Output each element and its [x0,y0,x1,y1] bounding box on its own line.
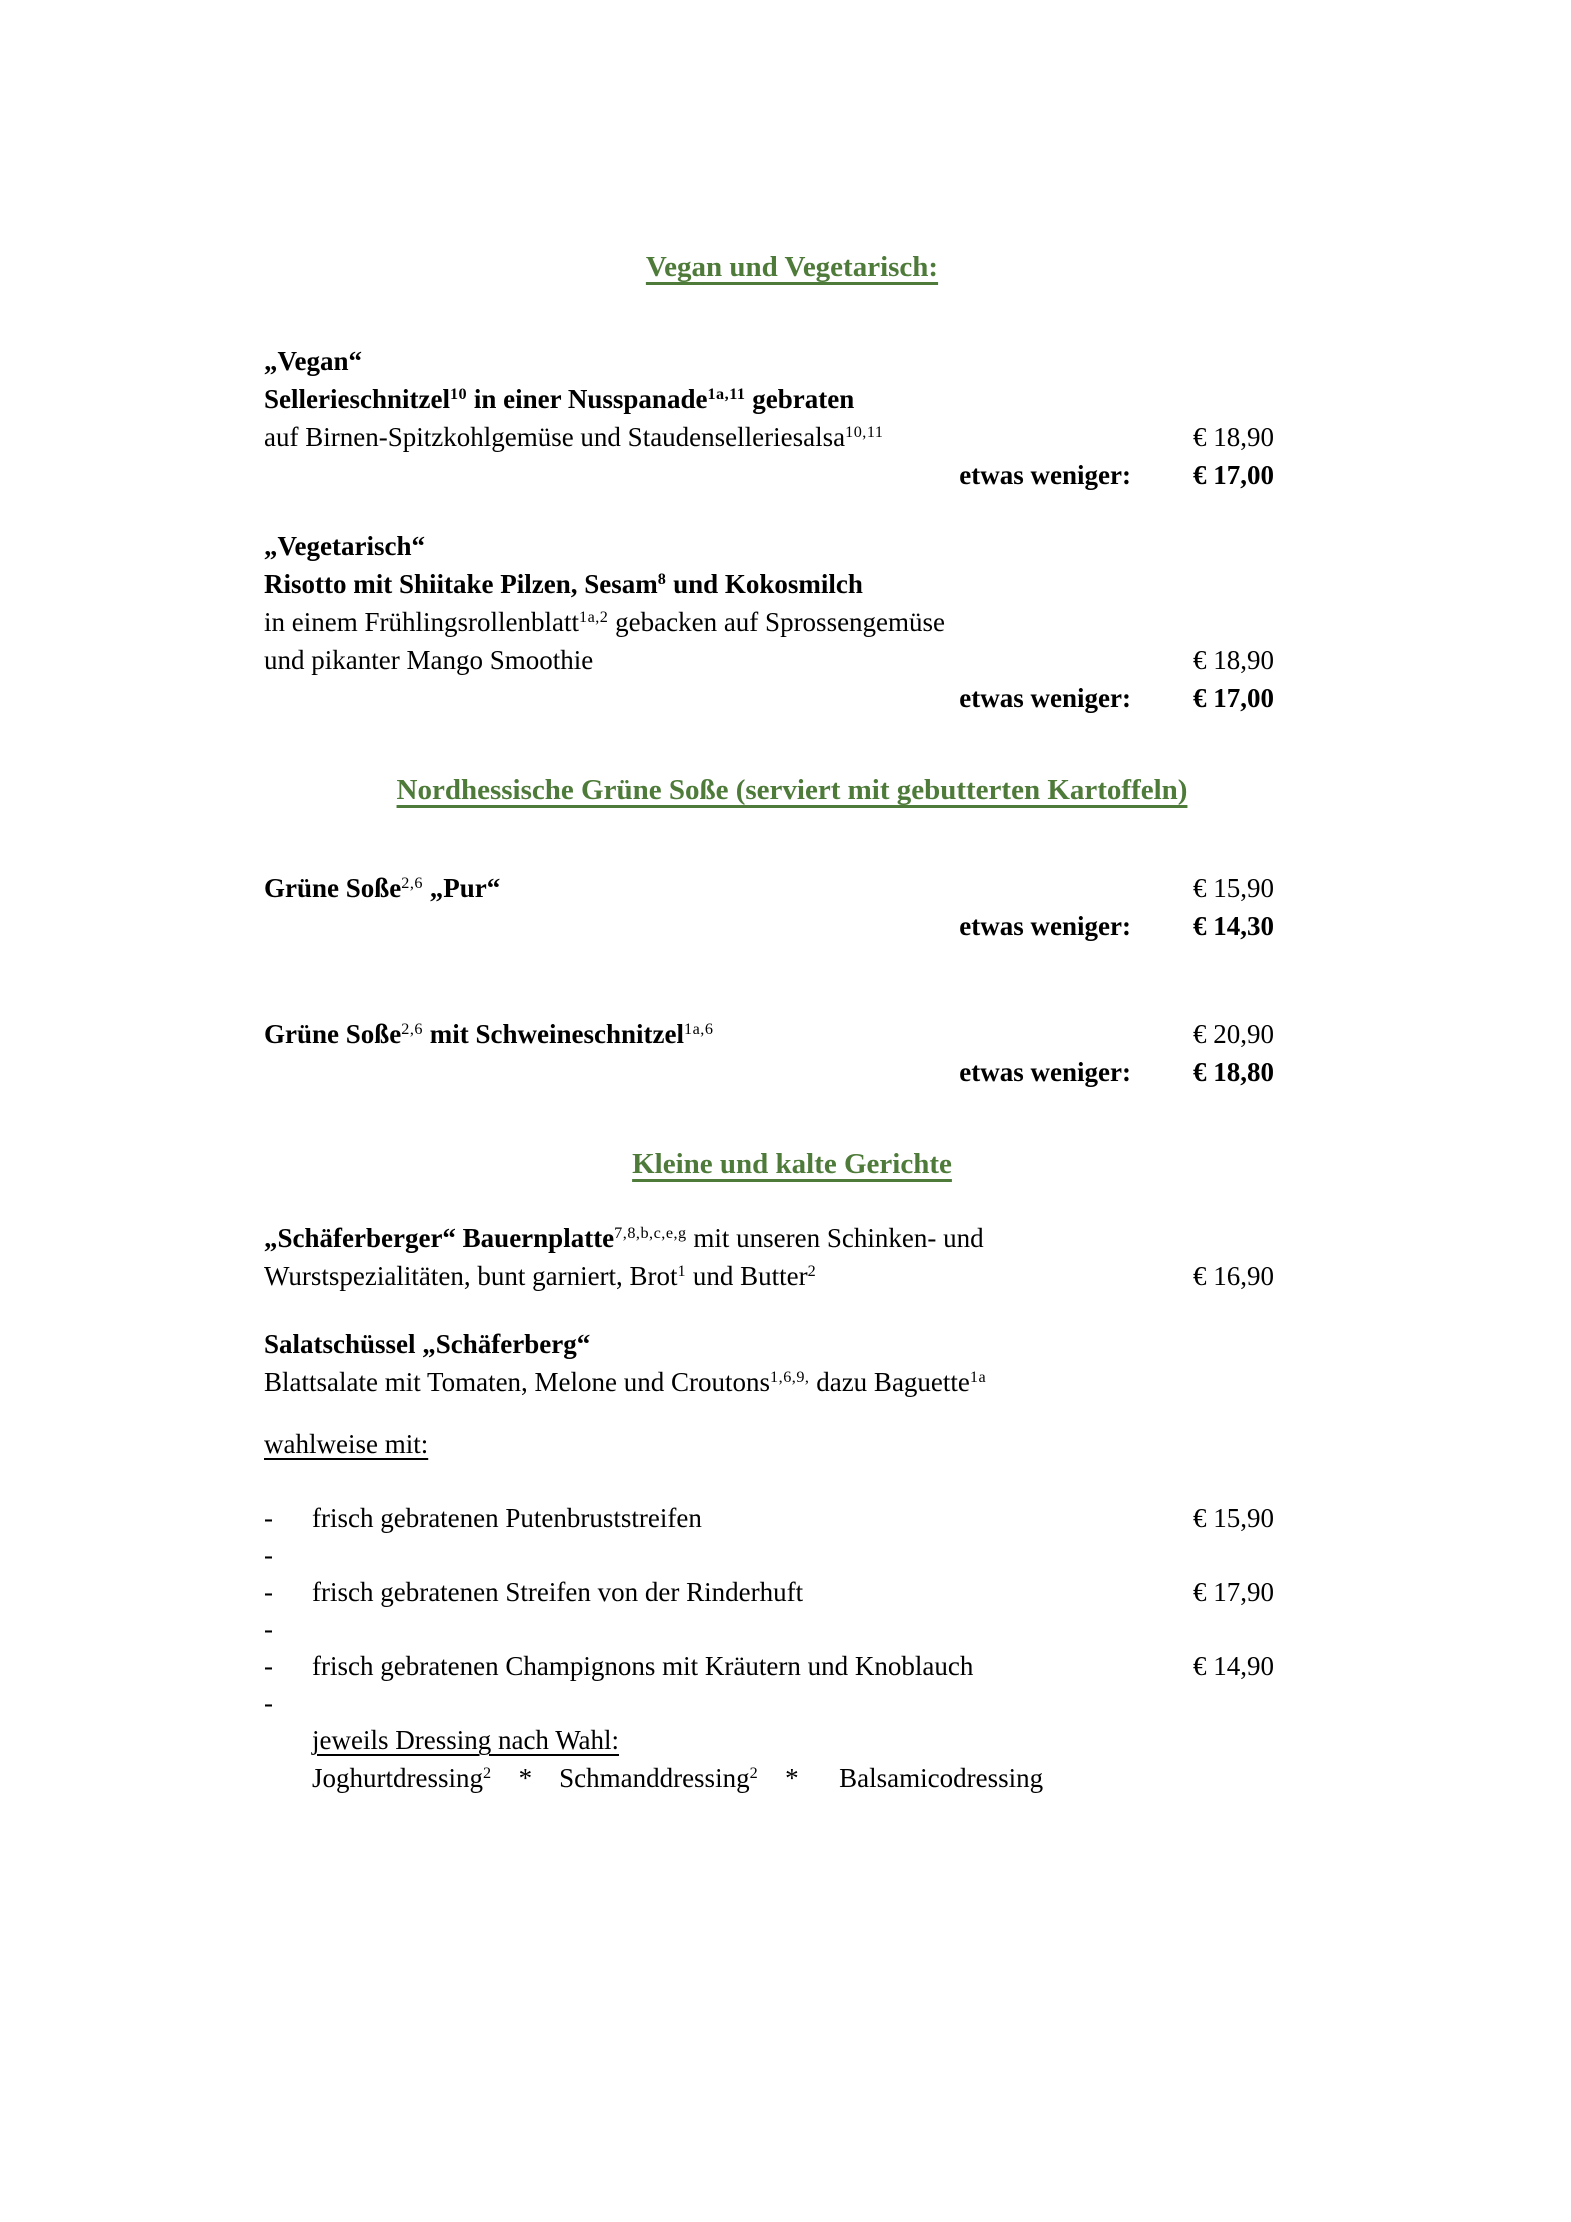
dish-description-line: Sellerieschnitzel$^{10}$ in einer Nusspanade$^{1a,11}$ gebraten [264,384,855,414]
price: € 20,90 [1193,1019,1274,1049]
option-price: € 15,90 [1193,1503,1274,1533]
reduced-portion-label: etwas weniger: [959,911,1131,941]
reduced-price: € 17,00 [1193,683,1274,713]
option-dash: - [264,1651,273,1681]
dish-gruene-sosse-pur [264,869,1511,945]
dish-description-line: auf Birnen-Spitzkohlgemüse und Staudenselleriesalsa$^{10,11}$ [264,422,884,452]
section-heading-gruene-sosse: Nordhessische Grüne Soße (serviert mit gebutterten Kartoffeln) [396,774,1188,806]
dish-vegetarisch-risotto [264,527,1511,717]
salad-option-row [264,1499,1511,1537]
dish-title-line: Grüne Soße$^{2,6}$ mit Schweineschnitzel$^{1a,6}$ [264,1019,714,1049]
empty-dash-line: - [264,1688,273,1718]
price: € 18,90 [1193,422,1274,452]
dressing-block [312,1721,1511,1797]
salad-options [264,1499,1511,1721]
price: € 16,90 [1193,1261,1274,1291]
option-price: € 17,90 [1193,1577,1274,1607]
option-text: frisch gebratenen Champignons mit Kräutern und Knoblauch [312,1651,974,1681]
salad-option-row [264,1647,1511,1685]
option-dash: - [264,1577,273,1607]
dish-description-line: in einem Frühlingsrollenblatt$^{1a,2}$ gebacken auf Sprossengemüse [264,607,946,637]
option-price: € 14,90 [1193,1651,1274,1681]
dish-description-line: und pikanter Mango Smoothie [264,645,594,675]
reduced-portion-label: etwas weniger: [959,1057,1131,1087]
wahlweise-label: wahlweise mit: [264,1429,429,1459]
dish-title: „Vegan“ [264,346,363,376]
option-text: frisch gebratenen Putenbruststreifen [312,1503,702,1533]
salad-option-row [264,1573,1511,1611]
reduced-price: € 14,30 [1193,911,1274,941]
empty-dash-line: - [264,1540,273,1570]
reduced-portion-label: etwas weniger: [959,460,1131,490]
dish-title-line: Grüne Soße$^{2,6}$ „Pur“ [264,873,501,903]
option-dash: - [264,1503,273,1533]
dish-gruene-sosse-schweineschnitzel [264,1015,1511,1091]
dish-description-line: „Schäferberger“ Bauernplatte$^{7,8,b,c,e,g}$ mit unseren Schinken- und [264,1223,984,1253]
dish-bauernplatte [264,1219,1511,1295]
reduced-price: € 18,80 [1193,1057,1274,1087]
reduced-portion-label: etwas weniger: [959,683,1131,713]
dish-title: Salatschüssel „Schäferberg“ [264,1329,591,1359]
dressing-choice-label: jeweils Dressing nach Wahl: [312,1725,620,1755]
dressing-options-line: Joghurtdressing$^2$ * Schmanddressing$^2$ * Balsamicodressing [312,1763,1044,1793]
dish-description-line: Wurstspezialitäten, bunt garniert, Brot$^1$ und Butter$^2$ [264,1261,817,1291]
option-text: frisch gebratenen Streifen von der Rinderhuft [312,1577,804,1607]
dish-description-line: Blattsalate mit Tomaten, Melone und Croutons$^{1,6,9,}$ dazu Baguette$^{1a}$ [264,1367,987,1397]
section-heading-kleine-kalte-gerichte: Kleine und kalte Gerichte [632,1148,952,1180]
price: € 15,90 [1193,873,1274,903]
dish-salatschuessel [264,1325,1511,1401]
dish-description-line: Risotto mit Shiitake Pilzen, Sesam$^8$ und Kokosmilch [264,569,863,599]
section-heading-vegan-vegetarisch: Vegan und Vegetarisch: [645,251,939,283]
empty-dash-line: - [264,1614,273,1644]
dish-title: „Vegetarisch“ [264,531,425,561]
dish-vegan-sellerieschnitzel [264,342,1511,494]
reduced-price: € 17,00 [1193,460,1274,490]
price: € 18,90 [1193,645,1274,675]
